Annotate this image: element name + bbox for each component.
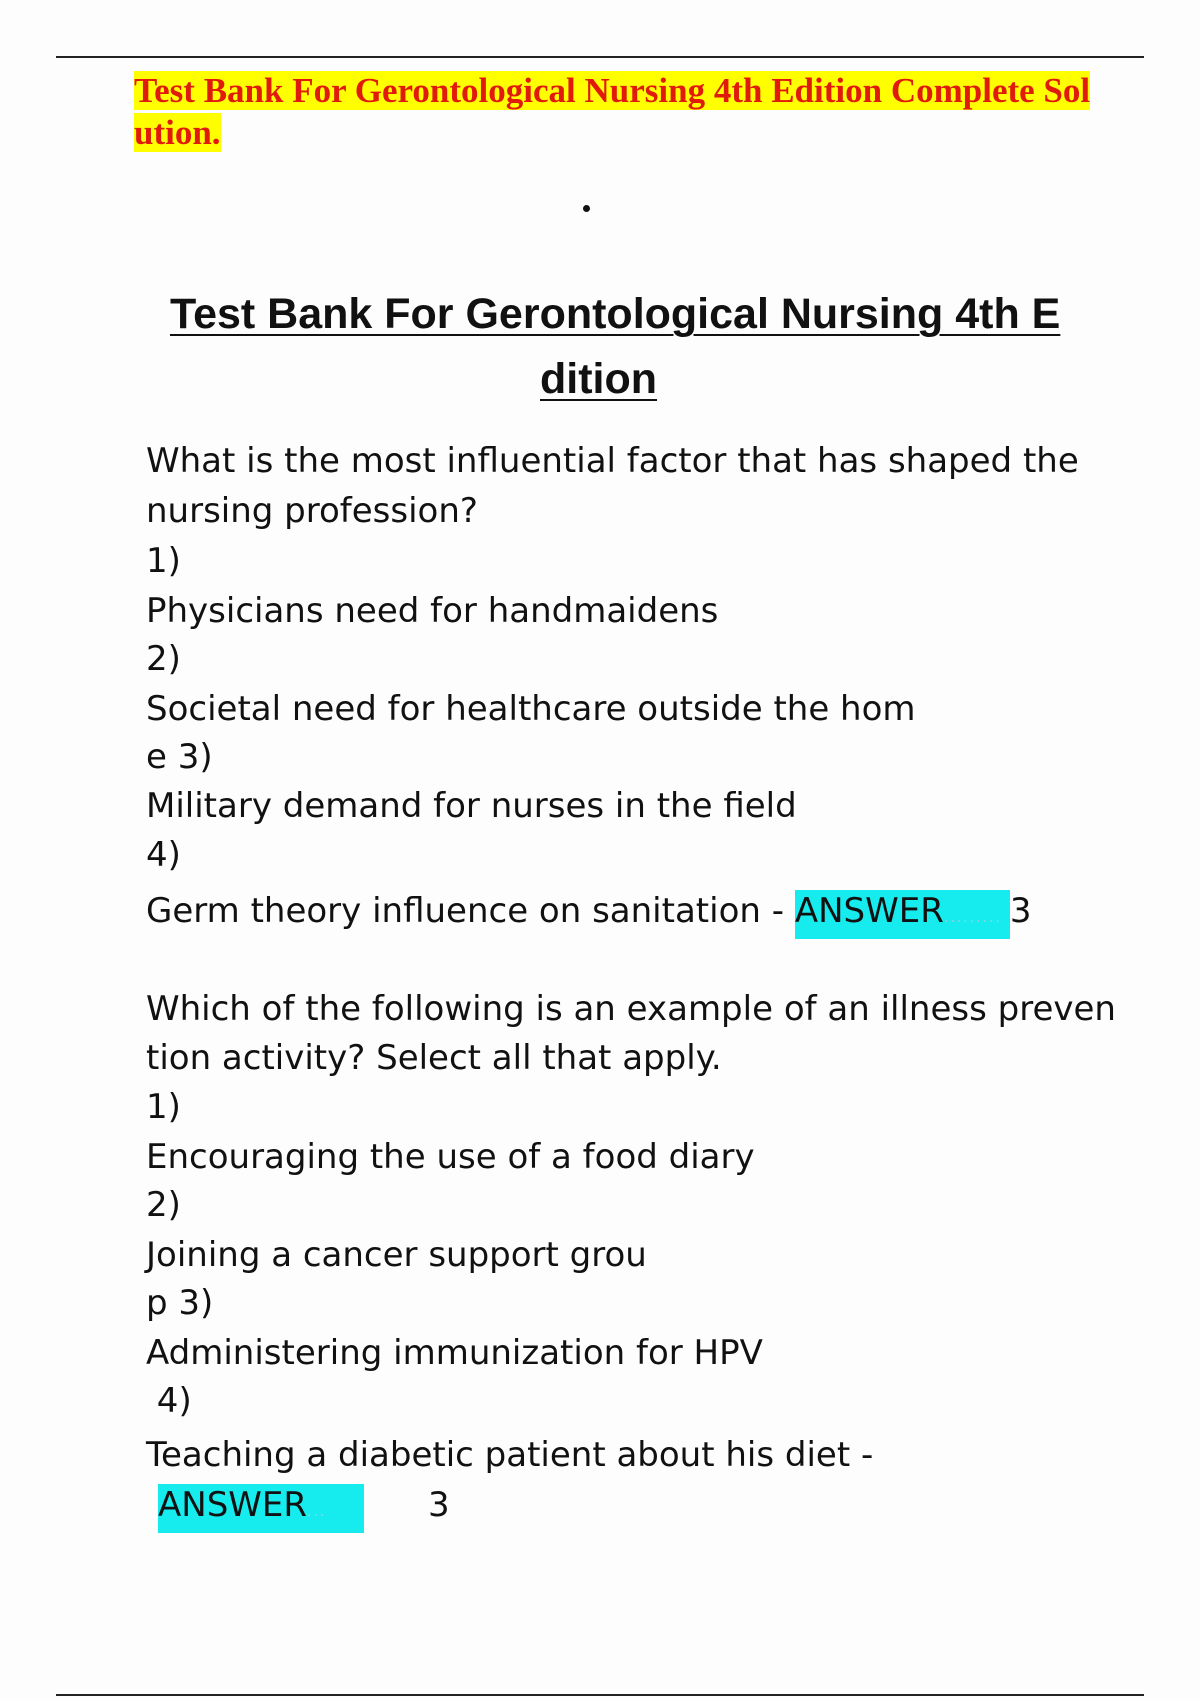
q1-answer-label: ANSWER — [794, 891, 944, 931]
document-title-line1: Test Bank For Gerontological Nursing 4th E — [170, 290, 1061, 338]
q2-option-number-3: p 3) — [146, 1283, 214, 1323]
q2-option-1: Encouraging the use of a food diary — [146, 1137, 755, 1177]
q1-answer-highlight — [795, 890, 1010, 939]
top-rule — [56, 56, 1144, 58]
bullet-dot — [583, 205, 590, 212]
q1-option-number-4: 4) — [146, 835, 181, 875]
q2-stem-line2: tion activity? Select all that apply. — [146, 1038, 722, 1078]
q1-answer-faint-marks: ......... — [943, 910, 1002, 926]
q1-stem-line1: What is the most influential factor that has shaped the — [146, 441, 1079, 481]
q1-option-number-1: 1) — [146, 541, 181, 581]
q2-answer-label: ANSWER — [158, 1485, 307, 1525]
q2-answer-value: 3 — [428, 1485, 450, 1525]
q1-option-number-2: 2) — [146, 639, 181, 679]
q2-stem-line1: Which of the following is an example of an illness preven — [146, 989, 1116, 1029]
q2-option-2: Joining a cancer support grou — [146, 1235, 647, 1275]
document-title-line2: dition — [540, 355, 658, 403]
q1-stem-line2: nursing profession? — [146, 491, 478, 531]
q2-answer-highlight — [158, 1484, 364, 1533]
q2-option-4: Teaching a diabetic patient about his diet - — [146, 1435, 874, 1475]
q2-answer-row — [158, 1484, 450, 1533]
q2-option-number-4: 4) — [146, 1381, 192, 1421]
q1-option-number-3: e 3) — [146, 737, 213, 777]
q1-option-1: Physicians need for handmaidens — [146, 591, 719, 631]
bottom-rule — [56, 1694, 1144, 1696]
q2-answer-faint-marks: ... — [307, 1504, 327, 1520]
q1-option-2: Societal need for healthcare outside the hom — [146, 689, 916, 729]
q2-option-number-2: 2) — [146, 1185, 181, 1225]
q2-option-number-1: 1) — [146, 1087, 181, 1127]
document-banner — [134, 70, 1094, 154]
q1-option-4-row — [146, 890, 1032, 939]
q2-option-3: Administering immunization for HPV — [146, 1333, 763, 1373]
q1-option-4: Germ theory influence on sanitation - — [146, 891, 795, 931]
q1-option-3: Military demand for nurses in the field — [146, 786, 797, 826]
q1-answer-value: 3 — [1009, 891, 1032, 931]
banner-text: Test Bank For Gerontological Nursing 4th Edition Complete Solution. — [134, 71, 1091, 152]
